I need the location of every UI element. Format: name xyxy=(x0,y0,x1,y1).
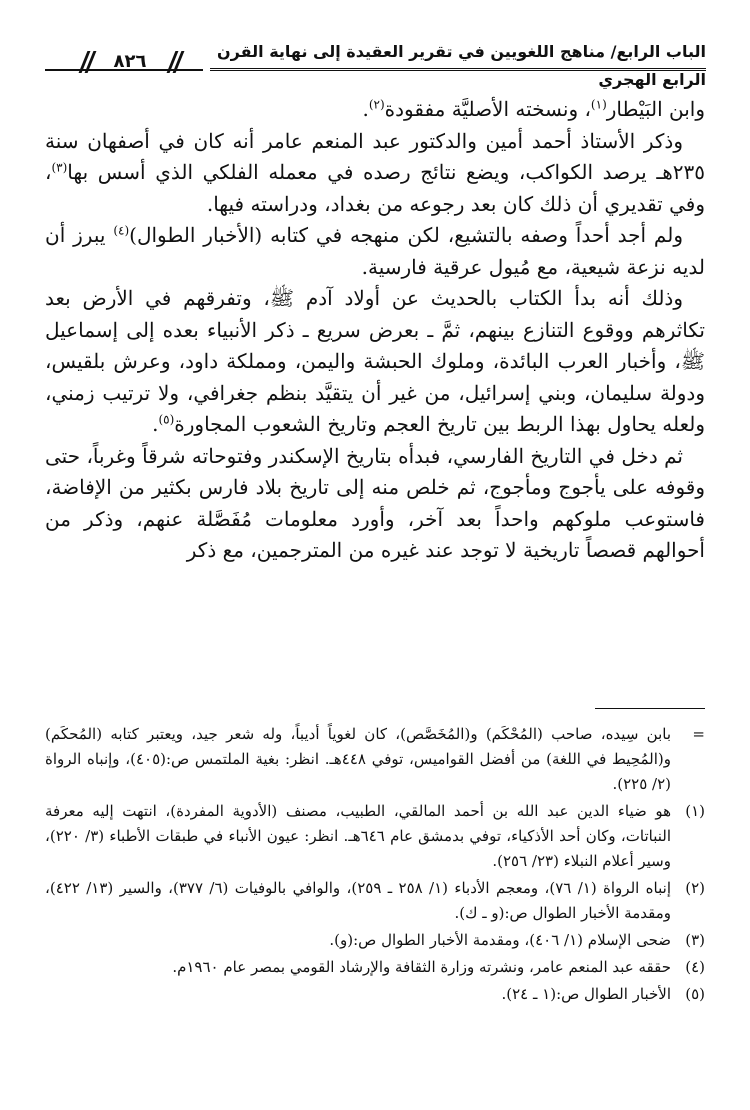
page-number-ornament xyxy=(45,50,203,74)
footnote-ref[interactable]: (٥) xyxy=(158,412,175,427)
main-text xyxy=(45,94,705,567)
text-run: ، وفي تقديري أن ذلك كان بعد رجوعه من بغداد، ودراسته فيها. xyxy=(45,160,705,216)
running-header xyxy=(45,38,706,89)
footnote-text: الأخبار الطوال ص:(١ ـ ٢٤). xyxy=(501,985,671,1003)
text-run: وذكر الأستاذ أحمد أمين والدكتور عبد المنعم عامر أنه كان في أصفهان سنة ٢٣٥هـ يرصد الكواكب، ويضع نتائج رصده في معمله الفلكي الذي أسس بها xyxy=(45,128,705,184)
text-run: ، ونسخته الأصليَّة مفقودة xyxy=(384,97,591,121)
footnote-mark: (٣) xyxy=(685,931,705,949)
paragraph xyxy=(45,94,705,126)
text-run: . xyxy=(362,97,369,121)
footnote-ref[interactable]: (٢) xyxy=(368,97,385,112)
footnote-separator xyxy=(595,708,705,709)
footnote xyxy=(45,722,705,797)
paragraph xyxy=(45,220,705,283)
footnote xyxy=(45,955,705,980)
footnote-text: حققه عبد المنعم عامر، ونشرته وزارة الثقافة والإرشاد القومي بمصر عام ١٩٦٠م. xyxy=(172,958,671,976)
footnote-text: هو ضياء الدين عبد الله بن أحمد المالقي، الطبيب، مصنف (الأدوية المفردة)، انتهت إليه معرفة النباتات، وكان أحد الأذكياء، توفي بدمشق عام ٦٤٦هـ. انظر: عيون الأنباء في طبقات الأطباء (٣/ ٢٢٠)، وسير أعلام النبلاء (٢٣/ ٢٥٦). xyxy=(45,802,672,870)
footnotes xyxy=(45,722,705,1009)
paragraph xyxy=(45,126,705,221)
text-run: ولم أجد أحداً وصفه بالتشيع، لكن منهجه في كتابه (الأخبار الطوال) xyxy=(129,223,683,247)
footnote-mark: = xyxy=(692,725,705,743)
footnote-text: بابن سِيده، صاحب (المُحْكَم) و(المُخَصَّص)، كان لغوياً أديباً، وله شعر جيد، ويعتبر كتابه (المُحكَم) و(المُحِيط في اللغة) من أفضل القواميس، توفي ٤٤٨هـ. انظر: بغية الملتمس ص:(٤٠٥)، وإنباه الرواة (٢/ ٢٢٥). xyxy=(45,725,671,793)
header-rule xyxy=(210,68,706,71)
text-run: وابن البَيْطار xyxy=(606,97,705,121)
text-run: وذلك أنه بدأ الكتاب بالحديث عن أولاد آدم ﷺ، وتفرقهم في الأرض بعد تكاثرهم ووقوع التنازع بينهم، ثمَّ ـ بعرض سريع ـ ذكر الأنبياء بعده إلى إسماعيل ﷺ، وأخبار العرب البائدة، وملوك الحبشة واليمن، ومملكة داود، وعرش بلقيس، ودولة سليمان، وبني إسرائيل، من غير أن يتقيَّد بنظم جغرافي، ولا ترتيب زمني، ولعله يحاول بهذا الربط بين تاريخ العجم وتاريخ الشعوب المجاورة xyxy=(45,286,705,436)
text-run: . xyxy=(152,412,159,436)
text-run: يبرز أن لديه نزعة شيعية، مع مُيول عرقية فارسية. xyxy=(45,223,705,279)
footnote-ref[interactable]: (٣) xyxy=(51,160,68,175)
footnote xyxy=(45,799,705,874)
footnote-text: ضحى الإسلام (١/ ٤٠٦)، ومقدمة الأخبار الطوال ص:(و). xyxy=(329,931,671,949)
paragraph xyxy=(45,283,705,441)
paragraph: ثم دخل في التاريخ الفارسي، فبدأه بتاريخ الإسكندر وفتوحاته شرقاً وغرباً، حتى وقوفه على يأجوج ومأجوج، ثم خلص منه إلى تاريخ بلاد فارس بكثير من الإفاضة، فاستوعب ملوكهم واحداً بعد آخر، وأورد معلومات مُفَصَّلة عنهم، وذكر من أحوالهم قصصاً تاريخية لا توجد عند غيره من المترجمين، مع ذكر xyxy=(45,443,705,562)
footnote xyxy=(45,982,705,1007)
footnote-mark: (٢) xyxy=(685,879,705,897)
footnote xyxy=(45,928,705,953)
footnote xyxy=(45,876,705,926)
chapter-title: الباب الرابع/ مناهج اللغويين في تقرير العقيدة إلى نهاية القرن الرابع الهجري xyxy=(217,42,706,89)
page-number: ٨٢٦ xyxy=(113,51,147,72)
footnote-text: إنباه الرواة (١/ ٧٦)، ومعجم الأدباء (١/ ٢٥٨ ـ ٢٥٩)، والوافي بالوفيات (٦/ ٣٧٧)، والسير (١٣/ ٤٢٢)، ومقدمة الأخبار الطوال ص:(و ـ ك). xyxy=(45,879,671,922)
footnote-ref[interactable]: (٤) xyxy=(113,223,130,238)
footnote-mark: (٥) xyxy=(685,985,705,1003)
footnote-mark: (١) xyxy=(685,802,705,820)
footnote-mark: (٤) xyxy=(685,958,705,976)
footnote-ref[interactable]: (١) xyxy=(590,97,607,112)
